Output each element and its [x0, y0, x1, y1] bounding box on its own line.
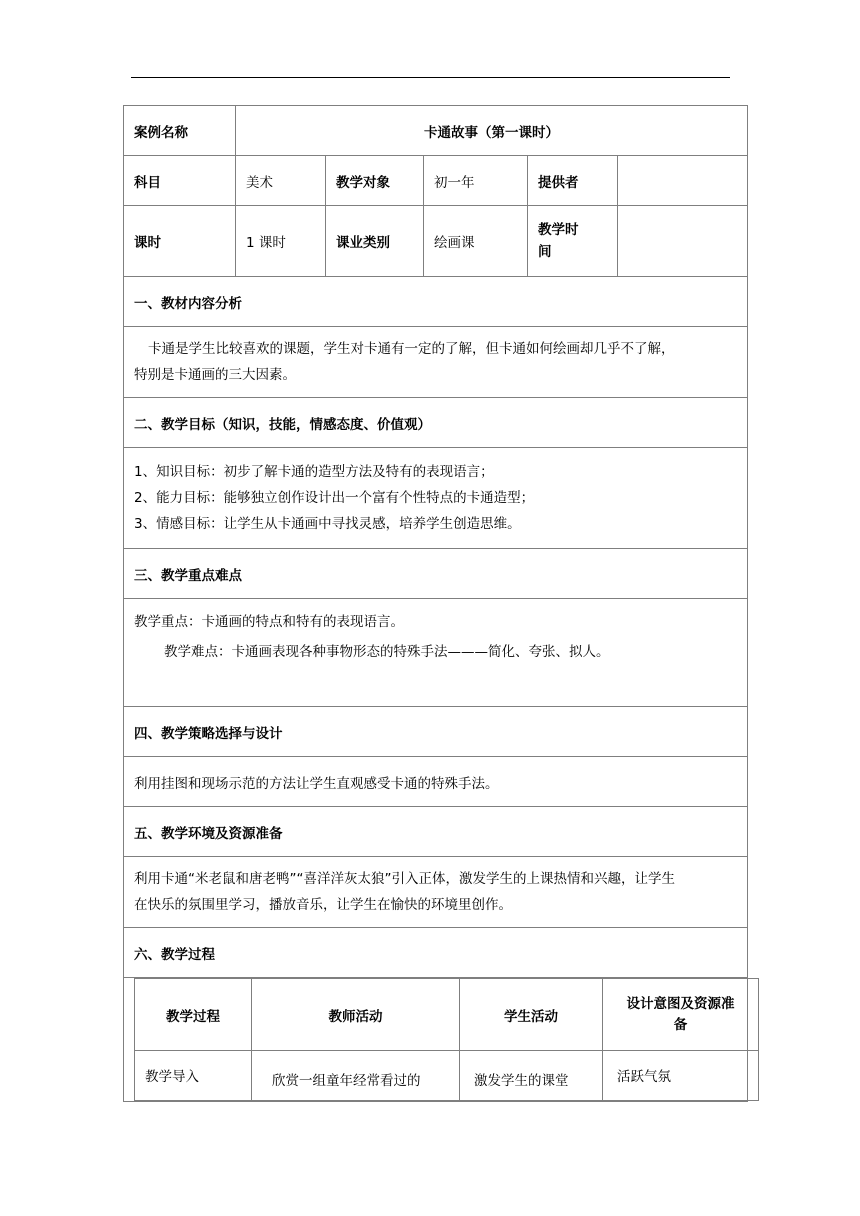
section-2-title: 二、教学目标（知识，技能，情感态度、价值观） [124, 398, 748, 448]
section-1-content [124, 327, 748, 398]
provider-value [618, 156, 748, 206]
process-header-teacher: 教师活动 [252, 979, 460, 1051]
section-5-line-1: 利用卡通“米老鼠和唐老鸭”“喜洋洋灰太狼”引入正体，激发学生的上课热情和兴趣，让学生 [134, 871, 675, 887]
section-1-line-2: 特别是卡通画的三大因素。 [134, 367, 296, 383]
section-3-body [124, 599, 748, 707]
subject-label: 科目 [124, 156, 236, 206]
process-design-intro: 活跃气氛 [603, 1051, 759, 1101]
section-5-header [124, 807, 748, 857]
section-4-content: 利用挂图和现场示范的方法让学生直观感受卡通的特殊手法。 [124, 757, 748, 807]
case-name-label: 案例名称 [124, 106, 236, 156]
process-row-intro [135, 1051, 759, 1101]
section-1-line-1: 卡通是学生比较喜欢的课题，学生对卡通有一定的了解，但卡通如何绘画却几乎不了解， [148, 341, 675, 357]
objective-knowledge: 1、知识目标：初步了解卡通的造型方法及特有的表现语言； [134, 464, 494, 480]
process-stage-intro: 教学导入 [135, 1051, 252, 1101]
section-5-title: 五、教学环境及资源准备 [124, 807, 748, 857]
process-teacher-intro: 欣赏一组童年经常看过的 [252, 1051, 460, 1101]
process-header-design-line2: 备 [673, 1016, 688, 1033]
target-label: 教学对象 [326, 156, 424, 206]
section-5-content [124, 857, 748, 928]
difficult-point: 教学难点：卡通画表现各种事物形态的特殊手法———简化、夸张、拟人。 [164, 644, 610, 660]
process-table [134, 978, 759, 1101]
teaching-time-label-line1: 教学时 [538, 222, 579, 238]
process-header-student: 学生活动 [460, 979, 603, 1051]
case-name-value: 卡通故事（第一课时） [236, 106, 748, 156]
process-header-design-line1: 设计意图及资源准 [626, 995, 735, 1012]
teaching-time-label [528, 206, 618, 277]
section-5-line-2: 在快乐的氛围里学习，播放音乐，让学生在愉快的环境里创作。 [134, 897, 512, 913]
section-1-body [124, 327, 748, 398]
process-table-row [124, 978, 748, 1102]
section-4-title: 四、教学策略选择与设计 [124, 707, 748, 757]
section-4-header [124, 707, 748, 757]
hours-label: 课时 [124, 206, 236, 277]
section-3-content [124, 599, 748, 707]
teaching-time-label-line2: 间 [538, 244, 552, 260]
category-value: 绘画课 [424, 206, 528, 277]
process-header-stage: 教学过程 [135, 979, 252, 1051]
objective-emotion: 3、情感目标：让学生从卡通画中寻找灵感，培养学生创造思维。 [134, 516, 521, 532]
section-6-title: 六、教学过程 [124, 928, 748, 978]
target-value: 初一年 [424, 156, 528, 206]
subject-row [124, 156, 748, 206]
process-header-row [135, 979, 759, 1051]
process-header-design [603, 979, 759, 1051]
section-2-body [124, 448, 748, 549]
case-name-row [124, 106, 748, 156]
process-student-intro: 激发学生的课堂 [460, 1051, 603, 1101]
subject-value: 美术 [236, 156, 326, 206]
category-label: 课业类别 [326, 206, 424, 277]
section-5-body [124, 857, 748, 928]
section-2-header [124, 398, 748, 448]
header-rule [131, 77, 730, 78]
section-2-content [124, 448, 748, 549]
teaching-time-value [618, 206, 748, 277]
objective-ability: 2、能力目标：能够独立创作设计出一个富有个性特点的卡通造型； [134, 490, 535, 506]
hours-value: 1 课时 [236, 206, 326, 277]
process-table-cell [124, 978, 748, 1102]
provider-label: 提供者 [528, 156, 618, 206]
section-1-title: 一、教材内容分析 [124, 277, 748, 327]
section-3-header [124, 549, 748, 599]
key-point: 教学重点：卡通画的特点和特有的表现语言。 [134, 614, 404, 630]
section-3-title: 三、教学重点难点 [124, 549, 748, 599]
section-1-header [124, 277, 748, 327]
section-4-body [124, 757, 748, 807]
section-6-header [124, 928, 748, 978]
lesson-plan-table [123, 105, 748, 1102]
hours-row [124, 206, 748, 277]
